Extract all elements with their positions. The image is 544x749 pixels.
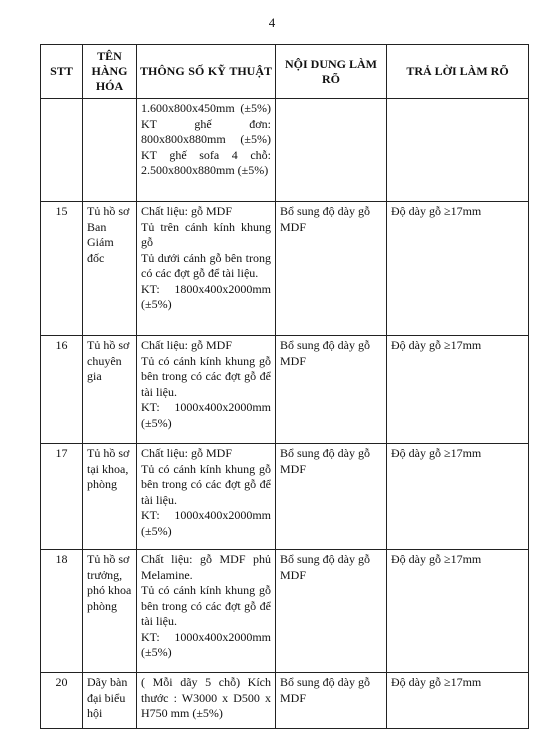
table-row [41, 550, 529, 673]
header-answer: TRẢ LỜI LÀM RÕ [387, 45, 529, 99]
spec-line: Tủ dưới cánh gỗ bên trong có các đợt gỗ để tài liệu. [141, 250, 271, 280]
cell-spec [137, 202, 276, 336]
cell-name: Tủ hồ sơ chuyên gia [83, 336, 137, 444]
header-name: TÊN HÀNG HÓA [83, 45, 137, 99]
header-content: NỘI DUNG LÀM RÕ [276, 45, 387, 99]
header-spec: THÔNG SỐ KỸ THUẬT [137, 45, 276, 99]
page-number: 4 [268, 15, 276, 30]
spec-line: Tủ có cánh kính khung gỗ bên trong có các đợt gỗ để tài liệu. [141, 461, 271, 507]
cell-stt: 20 [41, 673, 83, 729]
table-row [41, 202, 529, 336]
spec-line: KT: 1000x400x2000mm (±5%) [141, 400, 271, 430]
table-row [41, 673, 529, 729]
spec-line: KT: 1000x400x2000mm (±5%) [141, 508, 271, 538]
table-row [41, 99, 529, 202]
cell-stt: 16 [41, 336, 83, 444]
spec-line: 1.600x800x450mm (±5%) KT ghế đơn: 800x800x880mm (±5%) KT ghế sofa 4 chỗ: 2.500x800x880mm (±5%) [141, 101, 271, 177]
cell-spec [137, 336, 276, 444]
cell-answer: Độ dày gỗ ≥17mm [387, 444, 529, 550]
spec-line: Chất liệu: gỗ MDF [141, 204, 233, 218]
table-row [41, 336, 529, 444]
cell-name [83, 99, 137, 202]
cell-name: Tủ hồ sơ tại khoa, phòng [83, 444, 137, 550]
cell-content: Bổ sung độ dày gỗ MDF [276, 202, 387, 336]
cell-content: Bổ sung độ dày gỗ MDF [276, 336, 387, 444]
spec-line: Tủ có cánh kính khung gỗ bên trong có các đợt gỗ để tài liệu. [141, 583, 271, 628]
spec-line: Chất liệu: gỗ MDF [141, 446, 233, 460]
spec-line: Tủ trên cánh kính khung gỗ [141, 219, 271, 249]
cell-spec [137, 550, 276, 673]
spec-line: KT: 1000x400x2000mm (±5%) [141, 629, 271, 659]
cell-content: Bổ sung độ dày gỗ MDF [276, 444, 387, 550]
cell-spec [137, 99, 276, 202]
spec-line: Chất liệu: gỗ MDF [141, 338, 233, 352]
spec-line: Tủ có cánh kính khung gỗ bên trong có các đợt gỗ để tài liệu. [141, 353, 271, 399]
cell-answer [387, 99, 529, 202]
cell-stt [41, 99, 83, 202]
spec-line: Chất liệu: gỗ MDF phủ Melamine. [141, 552, 271, 582]
header-stt: STT [41, 45, 83, 99]
cell-stt: 18 [41, 550, 83, 673]
cell-answer: Độ dày gỗ ≥17mm [387, 550, 529, 673]
table-header-row [41, 45, 529, 99]
spec-line: ( Mỗi dãy 5 chỗ) Kích thước : W3000 x D500 x H750 mm (±5%) [141, 675, 271, 720]
cell-content: Bổ sung độ dày gỗ MDF [276, 550, 387, 673]
cell-answer: Độ dày gỗ ≥17mm [387, 202, 529, 336]
cell-spec [137, 673, 276, 729]
cell-stt: 15 [41, 202, 83, 336]
cell-name: Tủ hồ sơ Ban Giám đốc [83, 202, 137, 336]
cell-content [276, 99, 387, 202]
cell-name: Tủ hồ sơ trưởng, phó khoa phòng [83, 550, 137, 673]
cell-answer: Độ dày gỗ ≥17mm [387, 336, 529, 444]
cell-spec [137, 444, 276, 550]
clarification-table [40, 44, 529, 729]
table-row [41, 444, 529, 550]
cell-name: Dãy bàn đại biểu hội [83, 673, 137, 729]
cell-content: Bổ sung độ dày gỗ MDF [276, 673, 387, 729]
spec-line: KT: 1800x400x2000mm (±5%) [141, 281, 271, 311]
cell-answer: Độ dày gỗ ≥17mm [387, 673, 529, 729]
cell-stt: 17 [41, 444, 83, 550]
